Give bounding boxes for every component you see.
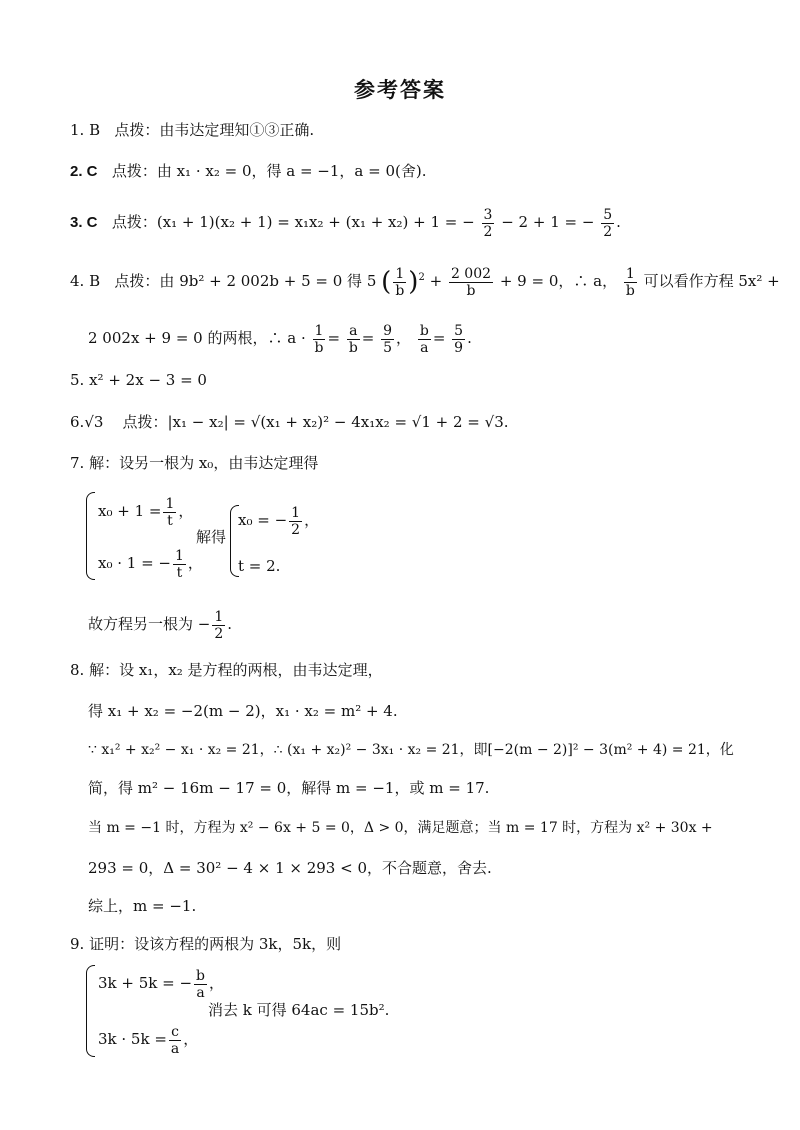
fraction: $\frac{1}{t}$ [165, 495, 175, 529]
answer-5 [70, 370, 207, 390]
answer-4-line-1: 4. B 点拨：由 9b² + 2 002b + 5 = 0 得 5 ( $\frac{1}{b}$ )$^2$ + $\frac{2 002}{b}$ + 9 = 0，∴ a， $\frac{1}{b}$ 可以看作方程 5x² + [70, 265, 780, 299]
answer-8-line-4: 简，得 m² − 16m − 17 = 0，解得 m = −1，或 m = 17. [88, 779, 490, 797]
fraction: $\frac{1}{2}$ [214, 608, 224, 642]
answer-3: 3. C 点拨：(x₁ + 1)(x₂ + 1) = x₁x₂ + (x₁ + x₂) + 1 = − $\frac{3}{2}$ − 2 + 1 = − $\frac{5}{2}$ . [70, 206, 621, 240]
answer-4-line-2: 2 002x + 9 = 0 的两根，∴ a · $\frac{1}{b}$ = $\frac{a}{b}$ = $\frac{9}{5}$ ， $\frac{b}{a}$ = $\frac{5}{9}$ . [88, 322, 472, 356]
answer-8-line-5: 当 m = −1 时，方程为 x² − 6x + 5 = 0，Δ > 0，满足题意；当 m = 17 时，方程为 x² + 30x + [88, 820, 713, 836]
fraction: $\frac{9}{5}$ [383, 322, 393, 356]
fraction: $\frac{1}{b}$ [395, 265, 405, 299]
fraction: $\frac{b}{a}$ [196, 967, 206, 1001]
fraction: $\frac{5}{9}$ [454, 322, 464, 356]
answer-5-text: x² + 2x − 3 = 0 [89, 371, 207, 389]
fraction: $\frac{1}{t}$ [175, 547, 184, 581]
answer-6 [70, 412, 509, 432]
fraction: $\frac{c}{a}$ [170, 1023, 180, 1057]
answer-8-line-2: 得 x₁ + x₂ = −2(m − 2)，x₁ · x₂ = m² + 4. [88, 702, 398, 720]
fraction: $\frac{1}{b}$ [625, 265, 635, 299]
answer-1-number: 1. B [70, 121, 101, 139]
answer-2 [70, 161, 427, 182]
answer-6-answer: √3 [84, 413, 104, 431]
answer-8-line-6: 293 = 0，Δ = 30² − 4 × 1 × 293 < 0，不合题意，舍去. [88, 859, 492, 877]
answer-7-head: 7. 解：设另一根为 x₀，由韦达定理得 [70, 454, 319, 472]
answer-8-line-7: 综上，m = −1. [88, 897, 197, 915]
answer-1-text: 点拨：由韦达定理知①③正确. [114, 121, 315, 139]
left-brace [86, 492, 95, 580]
left-brace [86, 965, 95, 1057]
answer-6-number: 6. [70, 413, 85, 431]
fraction: $\frac{5}{2}$ [603, 206, 613, 240]
fraction: $\frac{b}{a}$ [419, 322, 429, 356]
answer-7-conclusion: 故方程另一根为 − $\frac{1}{2}$ . [88, 608, 233, 642]
solve-label: 解得 [196, 528, 227, 546]
answer-3-text: 点拨：(x₁ + 1)(x₂ + 1) = x₁x₂ + (x₁ + x₂) + 1 = − [111, 213, 475, 231]
system-eq-1: 3k + 5k = − $\frac{b}{a}$ ， [98, 967, 225, 1001]
answer-6-text: 点拨：|x₁ − x₂| = √(x₁ + x₂)² − 4x₁x₂ = √1 + 2 = √3. [122, 413, 509, 431]
answer-2-number: 2. C [70, 163, 98, 180]
answer-8-line-1: 8. 解：设 x₁，x₂ 是方程的两根，由韦达定理， [70, 661, 383, 679]
solution-2: t = 2. [238, 557, 281, 575]
fraction: $\frac{2 002}{b}$ [450, 265, 492, 299]
answer-1 [70, 120, 314, 140]
system-eq-2: x₀ · 1 = − $\frac{1}{t}$ ， [98, 547, 203, 581]
system-eq-1: x₀ + 1 = $\frac{1}{t}$ ， [98, 495, 194, 529]
page-title: 参考答案 [354, 78, 446, 102]
answer-2-text: 点拨：由 x₁ · x₂ = 0，得 a = −1，a = 0(舍). [111, 162, 427, 180]
fraction: $\frac{a}{b}$ [348, 322, 358, 356]
fraction: $\frac{1}{2}$ [291, 504, 301, 538]
system-eq-2: 3k · 5k = $\frac{c}{a}$ ， [98, 1023, 199, 1057]
solution-1: x₀ = − $\frac{1}{2}$ ， [238, 504, 320, 538]
answer-3-number: 3. C [70, 214, 98, 231]
answer-8-line-3: ∵ x₁² + x₂² − x₁ · x₂ = 21，∴ (x₁ + x₂)² − 3x₁ · x₂ = 21，即[−2(m − 2)]² − 3(m² + 4) = 21，化 [88, 742, 734, 758]
answer-9-conclusion: 消去 k 可得 64ac = 15b². [208, 1001, 390, 1019]
fraction: $\frac{1}{b}$ [314, 322, 324, 356]
answer-9-head: 9. 证明：设该方程的两根为 3k，5k，则 [70, 935, 342, 953]
answer-4-number: 4. B [70, 272, 101, 290]
answer-5-number: 5. [70, 371, 85, 389]
fraction: $\frac{3}{2}$ [483, 206, 493, 240]
